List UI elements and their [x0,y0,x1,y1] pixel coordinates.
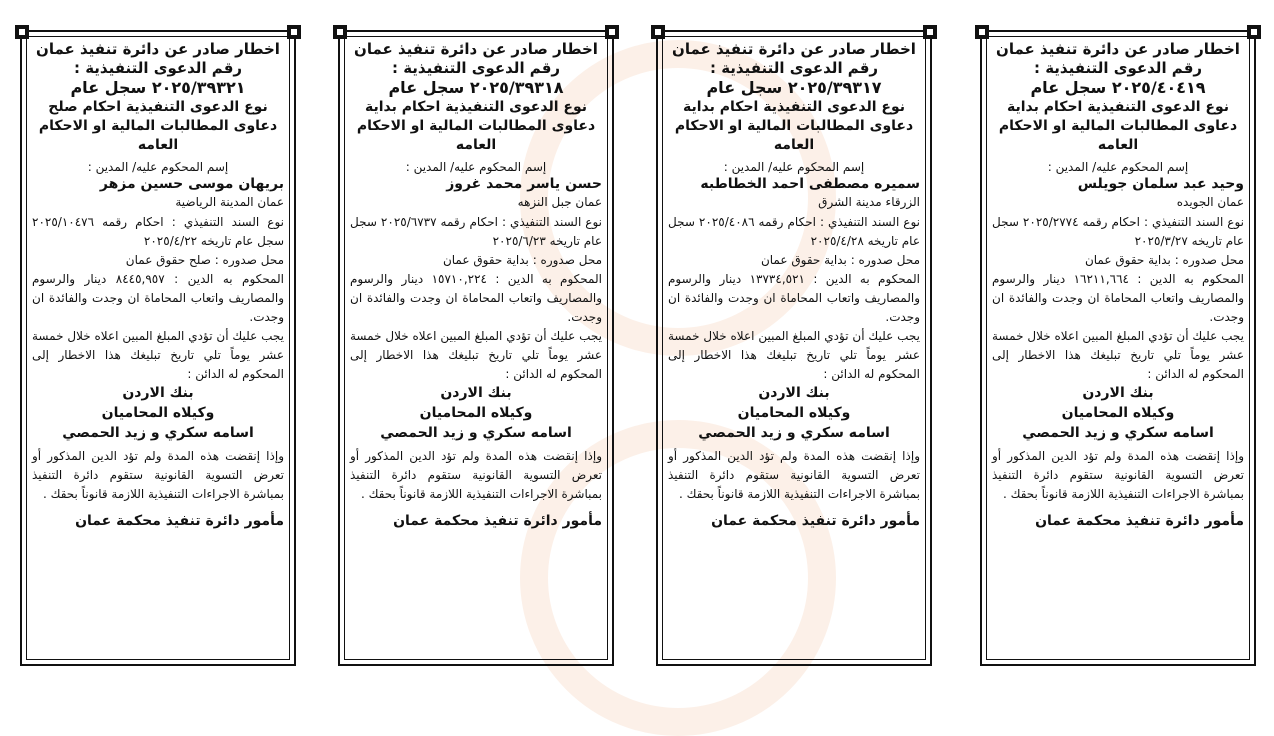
lawyers-names: اسامه سكري و زيد الحمصي [1022,425,1214,441]
notice-card [338,30,614,666]
case-type: نوع الدعوى التنفيذية احكام بداية دعاوى المطالبات المالية او الاحكام العامه [998,99,1238,153]
lawyers-title: وكيلاه المحاميان [737,405,851,421]
debtor-address: عمان المدينة الرياضية [175,195,284,209]
case-type: نوع الدعوى التنفيذية احكام صلح دعاوى المطالبات المالية او الاحكام العامه [38,99,278,153]
notice-card [656,30,932,666]
creditor-name: بنك الاردن [1082,385,1154,401]
notice-card [20,30,296,666]
corner-ornament-icon [15,25,29,39]
signature: مأمور دائرة تنفيذ محكمة عمان [1035,513,1244,529]
issuer-info: محل صدوره : بداية حقوق عمان [760,253,920,267]
warning-text: وإذا إنقضت هذه المدة ولم تؤد الدين المذكور أو تعرض التسوية القانونية ستقوم دائرة التنفيذ بمباشرة الاجراءات التنفيذية اللازمة قانوناً بحقك . [992,449,1244,501]
case-number: ٢٠٢٥/٤٠٤١٩ سجل عام [1030,78,1206,97]
issuer-info: محل صدوره : بداية حقوق عمان [1084,253,1244,267]
creditor-name: بنك الاردن [758,385,830,401]
case-label: رقم الدعوى التنفيذية : [391,59,561,77]
amount-info: المحكوم به الدين : ١٣٧٣٤,٥٢١ دينار والرسوم والمصاريف واتعاب المحاماة ان وجدت والفائدة ان وجدت. [668,272,920,324]
notice-title: اخطار صادر عن دائرة تنفيذ عمان [996,40,1240,58]
debtor-label: إسم المحكوم عليه/ المدين : [1047,160,1189,174]
corner-ornament-icon [605,25,619,39]
demand-text: يجب عليك أن تؤدي المبلغ المبين اعلاه خلال خمسة عشر يوماً تلي تاريخ تبليغك هذا الاخطار إلى المحكوم له الدائن : [668,329,920,381]
debtor-name: وحيد عبد سلمان جويلس [1077,176,1244,192]
demand-text: يجب عليك أن تؤدي المبلغ المبين اعلاه خلال خمسة عشر يوماً تلي تاريخ تبليغك هذا الاخطار إلى المحكوم له الدائن : [992,329,1244,381]
debtor-name: سميره مصطفى احمد الخطاطبه [700,176,920,192]
debtor-address: عمان الجويده [1176,195,1244,209]
case-number: ٢٠٢٥/٣٩٣١٨ سجل عام [388,78,564,97]
debtor-label: إسم المحكوم عليه/ المدين : [723,160,865,174]
notice-title: اخطار صادر عن دائرة تنفيذ عمان [354,40,598,58]
debtor-label: إسم المحكوم عليه/ المدين : [405,160,547,174]
debtor-address: الزرقاء مدينة الشرق [818,195,920,209]
lawyers-names: اسامه سكري و زيد الحمصي [380,425,572,441]
corner-ornament-icon [975,25,989,39]
corner-ornament-icon [923,25,937,39]
instrument-info: نوع السند التنفيذي : احكام رقمه ٢٠٢٥/٤٠٨٦ سجل عام تاريخه ٢٠٢٥/٤/٢٨ [668,215,921,248]
lawyers-title: وكيلاه المحاميان [101,405,215,421]
corner-ornament-icon [287,25,301,39]
case-type: نوع الدعوى التنفيذية احكام بداية دعاوى المطالبات المالية او الاحكام العامه [674,99,914,153]
notice-title: اخطار صادر عن دائرة تنفيذ عمان [672,40,916,58]
creditor-name: بنك الاردن [122,385,194,401]
debtor-name: بريهان موسى حسين مزهر [99,176,284,192]
signature: مأمور دائرة تنفيذ محكمة عمان [393,513,602,529]
lawyers-title: وكيلاه المحاميان [419,405,533,421]
amount-info: المحكوم به الدين : ١٥٧١٠,٢٢٤ دينار والرسوم والمصاريف واتعاب المحاماة ان وجدت والفائدة ان وجدت. [350,272,602,324]
case-number: ٢٠٢٥/٣٩٣٢١ سجل عام [70,78,246,97]
signature: مأمور دائرة تنفيذ محكمة عمان [75,513,284,529]
creditor-name: بنك الاردن [440,385,512,401]
lawyers-names: اسامه سكري و زيد الحمصي [698,425,890,441]
case-label: رقم الدعوى التنفيذية : [73,59,243,77]
debtor-address: عمان جبل النزهه [517,195,602,209]
notice-title: اخطار صادر عن دائرة تنفيذ عمان [36,40,280,58]
demand-text: يجب عليك أن تؤدي المبلغ المبين اعلاه خلال خمسة عشر يوماً تلي تاريخ تبليغك هذا الاخطار إلى المحكوم له الدائن : [350,329,602,381]
amount-info: المحكوم به الدين : ١٦٢١١,٦٦٤ دينار والرسوم والمصاريف واتعاب المحاماة ان وجدت والفائدة ان وجدت. [992,272,1244,324]
issuer-info: محل صدوره : صلح حقوق عمان [125,253,284,267]
warning-text: وإذا إنقضت هذه المدة ولم تؤد الدين المذكور أو تعرض التسوية القانونية ستقوم دائرة التنفيذ بمباشرة الاجراءات التنفيذية اللازمة قانوناً بحقك . [668,449,920,501]
instrument-info: نوع السند التنفيذي : احكام رقمه ٢٠٢٥/١٠٤٧٦ سجل عام تاريخه ٢٠٢٥/٤/٢٢ [32,215,284,248]
case-label: رقم الدعوى التنفيذية : [709,59,879,77]
case-type: نوع الدعوى التنفيذية احكام بداية دعاوى المطالبات المالية او الاحكام العامه [356,99,596,153]
corner-ornament-icon [1247,25,1261,39]
demand-text: يجب عليك أن تؤدي المبلغ المبين اعلاه خلال خمسة عشر يوماً تلي تاريخ تبليغك هذا الاخطار إلى المحكوم له الدائن : [32,329,284,381]
case-number: ٢٠٢٥/٣٩٣١٧ سجل عام [706,78,882,97]
instrument-info: نوع السند التنفيذي : احكام رقمه ٢٠٢٥/٦٧٣٧ سجل عام تاريخه ٢٠٢٥/٦/٢٣ [350,215,603,248]
warning-text: وإذا إنقضت هذه المدة ولم تؤد الدين المذكور أو تعرض التسوية القانونية ستقوم دائرة التنفيذ بمباشرة الاجراءات التنفيذية اللازمة قانوناً بحقك . [32,449,284,501]
warning-text: وإذا إنقضت هذه المدة ولم تؤد الدين المذكور أو تعرض التسوية القانونية ستقوم دائرة التنفيذ بمباشرة الاجراءات التنفيذية اللازمة قانوناً بحقك . [350,449,602,501]
corner-ornament-icon [651,25,665,39]
corner-ornament-icon [333,25,347,39]
lawyers-title: وكيلاه المحاميان [1061,405,1175,421]
issuer-info: محل صدوره : بداية حقوق عمان [442,253,602,267]
debtor-name: حسن ياسر محمد غروز [446,176,602,192]
debtor-label: إسم المحكوم عليه/ المدين : [87,160,229,174]
notice-card [980,30,1256,666]
instrument-info: نوع السند التنفيذي : احكام رقمه ٢٠٢٥/٢٧٧٤ سجل عام تاريخه ٢٠٢٥/٣/٢٧ [992,215,1245,248]
lawyers-names: اسامه سكري و زيد الحمصي [62,425,254,441]
case-label: رقم الدعوى التنفيذية : [1033,59,1203,77]
amount-info: المحكوم به الدين : ٨٤٤٥,٩٥٧ دينار والرسوم والمصاريف واتعاب المحاماة ان وجدت والفائدة ان وجدت. [32,272,284,324]
signature: مأمور دائرة تنفيذ محكمة عمان [711,513,920,529]
